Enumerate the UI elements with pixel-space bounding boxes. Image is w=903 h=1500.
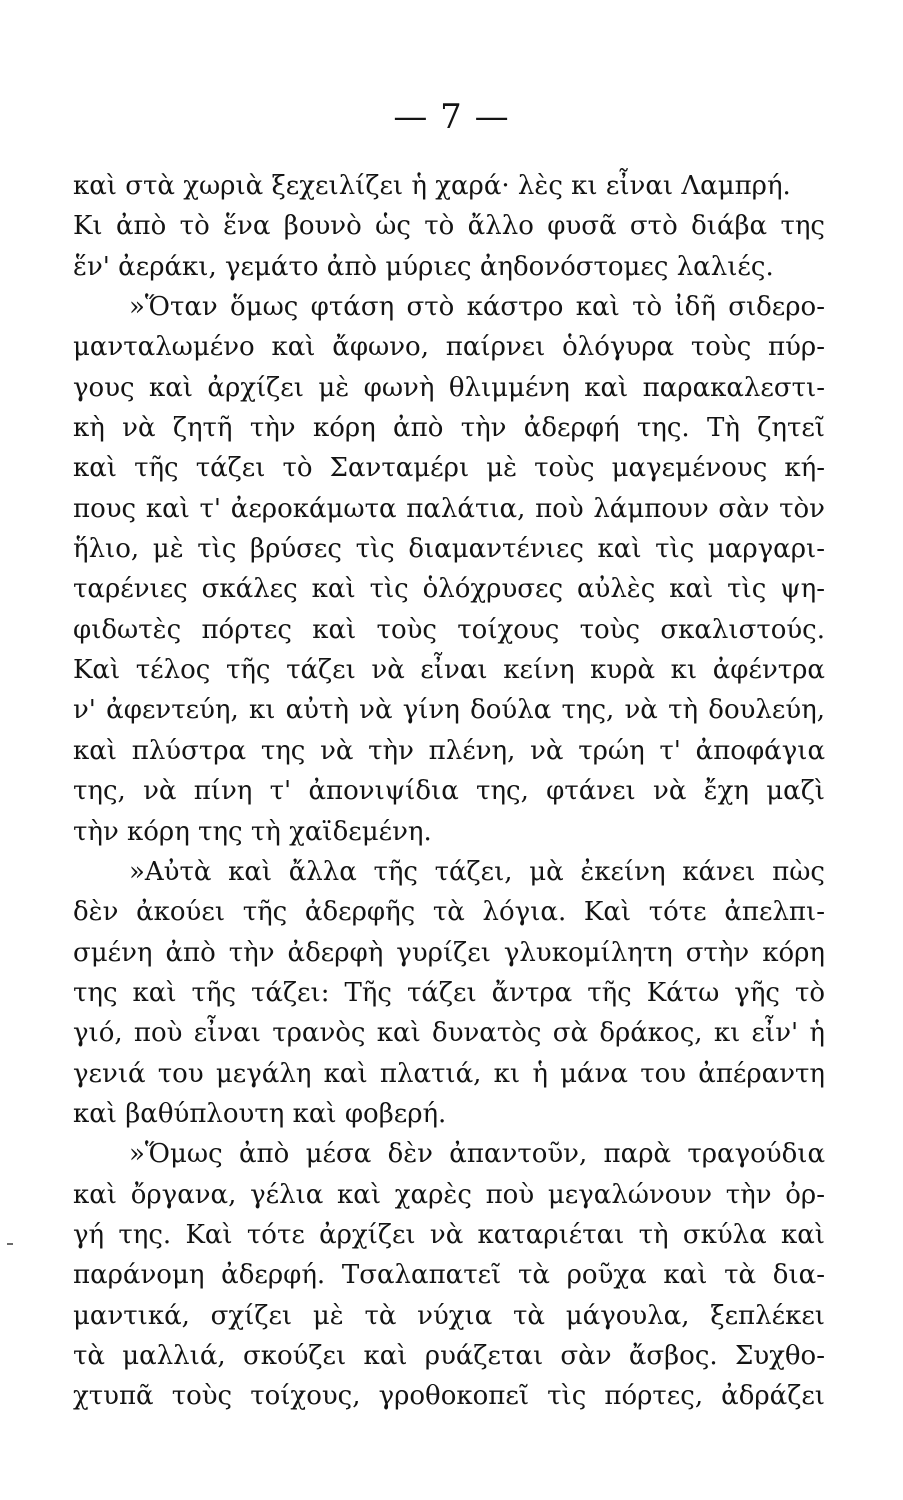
text-line: γή της. Καὶ τότε ἀρχίζει νὰ καταριέται τὴ σκύλα καὶ bbox=[73, 1219, 825, 1250]
text-line: παράνομη ἀδερφή. Τσαλαπατεῖ τὰ ροῦχα καὶ τὰ δια- bbox=[73, 1260, 825, 1291]
margin-mark bbox=[7, 1243, 13, 1245]
text-line: ἥλιο, μὲ τὶς βρύσες τὶς διαμαντένιες καὶ τὶς μαργαρι- bbox=[73, 534, 825, 565]
text-line: μανταλωμένο καὶ ἄφωνο, παίρνει ὁλόγυρα τοὺς πύρ- bbox=[73, 332, 825, 363]
text-line: γιό, ποὺ εἶναι τρανὸς καὶ δυνατὸς σὰ δράκος, κι εἶν' ἡ bbox=[73, 1018, 825, 1049]
page-number: — 7 — bbox=[393, 97, 510, 137]
text-line: ν' ἀφεντεύη, κι αὐτὴ νὰ γίνη δούλα της, νὰ τὴ δουλεύη, bbox=[73, 695, 825, 726]
text-line: δὲν ἀκούει τῆς ἀδερφῆς τὰ λόγια. Καὶ τότε ἀπελπι- bbox=[73, 897, 825, 928]
text-line: καὶ ὄργανα, γέλια καὶ χαρὲς ποὺ μεγαλώνουν τὴν ὀρ- bbox=[73, 1179, 825, 1210]
text-line: καὶ στὰ χωριὰ ξεχειλίζει ἡ χαρά· λὲς κι εἶναι Λαμπρή. bbox=[73, 171, 791, 201]
text-line: καὶ τῆς τάζει τὸ Σανταμέρι μὲ τοὺς μαγεμένους κή- bbox=[73, 453, 825, 484]
body-text bbox=[73, 166, 825, 1417]
text-line: »Αὐτὰ καὶ ἄλλα τῆς τάζει, μὰ ἐκείνη κάνει πὼς bbox=[129, 856, 825, 887]
text-line: Καὶ τέλος τῆς τάζει νὰ εἶναι κείνη κυρὰ κι ἀφέντρα bbox=[73, 655, 825, 686]
text-line: πους καὶ τ' ἀεροκάμωτα παλάτια, ποὺ λάμπουν σὰν τὸν bbox=[73, 493, 825, 524]
text-line: σμένη ἀπὸ τὴν ἀδερφὴ γυρίζει γλυκομίλητη στὴν κόρη bbox=[73, 937, 825, 968]
text-line: γους καὶ ἀρχίζει μὲ φωνὴ θλιμμένη καὶ παρακαλεστι- bbox=[73, 372, 825, 403]
text-line: καὶ βαθύπλουτη καὶ φοβερή. bbox=[73, 1098, 447, 1129]
text-line: της, νὰ πίνη τ' ἀπονιψίδια της, φτάνει νὰ ἔχη μαζὶ bbox=[73, 776, 825, 807]
text-line: τὴν κόρη της τὴ χαϊδεμένη. bbox=[73, 816, 432, 847]
text-line: κὴ νὰ ζητῆ τὴν κόρη ἀπὸ τὴν ἀδερφή της. Τὴ ζητεῖ bbox=[73, 413, 825, 444]
text-line: χτυπᾶ τοὺς τοίχους, γροθοκοπεῖ τὶς πόρτες, ἀδράζει bbox=[73, 1381, 825, 1412]
text-line: μαντικά, σχίζει μὲ τὰ νύχια τὰ μάγουλα, ξεπλέκει bbox=[73, 1300, 825, 1331]
text-line: καὶ πλύστρα της νὰ τὴν πλένη, νὰ τρώη τ' ἀποφάγια bbox=[73, 735, 825, 766]
text-line: »Ὅμως ἀπὸ μέσα δὲν ἀπαντοῦν, παρὰ τραγούδια bbox=[129, 1139, 825, 1170]
text-line: φιδωτὲς πόρτες καὶ τοὺς τοίχους τοὺς σκαλιστούς. bbox=[73, 614, 825, 645]
text-line: γενιά του μεγάλη καὶ πλατιά, κι ἡ μάνα του ἀπέραντη bbox=[73, 1058, 825, 1089]
text-line: της καὶ τῆς τάζει: Τῆς τάζει ἄντρα τῆς Κάτω γῆς τὸ bbox=[73, 977, 825, 1008]
text-line: τὰ μαλλιά, σκούζει καὶ ρυάζεται σὰν ἄσβος. Συχθο- bbox=[73, 1340, 825, 1371]
text-line: »Ὅταν ὅμως φτάση στὸ κάστρο καὶ τὸ ἰδῆ σιδερο- bbox=[129, 292, 825, 323]
text-line: ταρένιες σκάλες καὶ τὶς ὁλόχρυσες αὐλὲς καὶ τὶς ψη- bbox=[73, 574, 825, 605]
text-line: ἕν' ἀεράκι, γεμάτο ἀπὸ μύριες ἀηδονόστομες λαλιές. bbox=[73, 251, 774, 282]
text-line: Κι ἀπὸ τὸ ἕνα βουνὸ ὡς τὸ ἄλλο φυσᾶ στὸ διάβα της bbox=[73, 211, 825, 242]
